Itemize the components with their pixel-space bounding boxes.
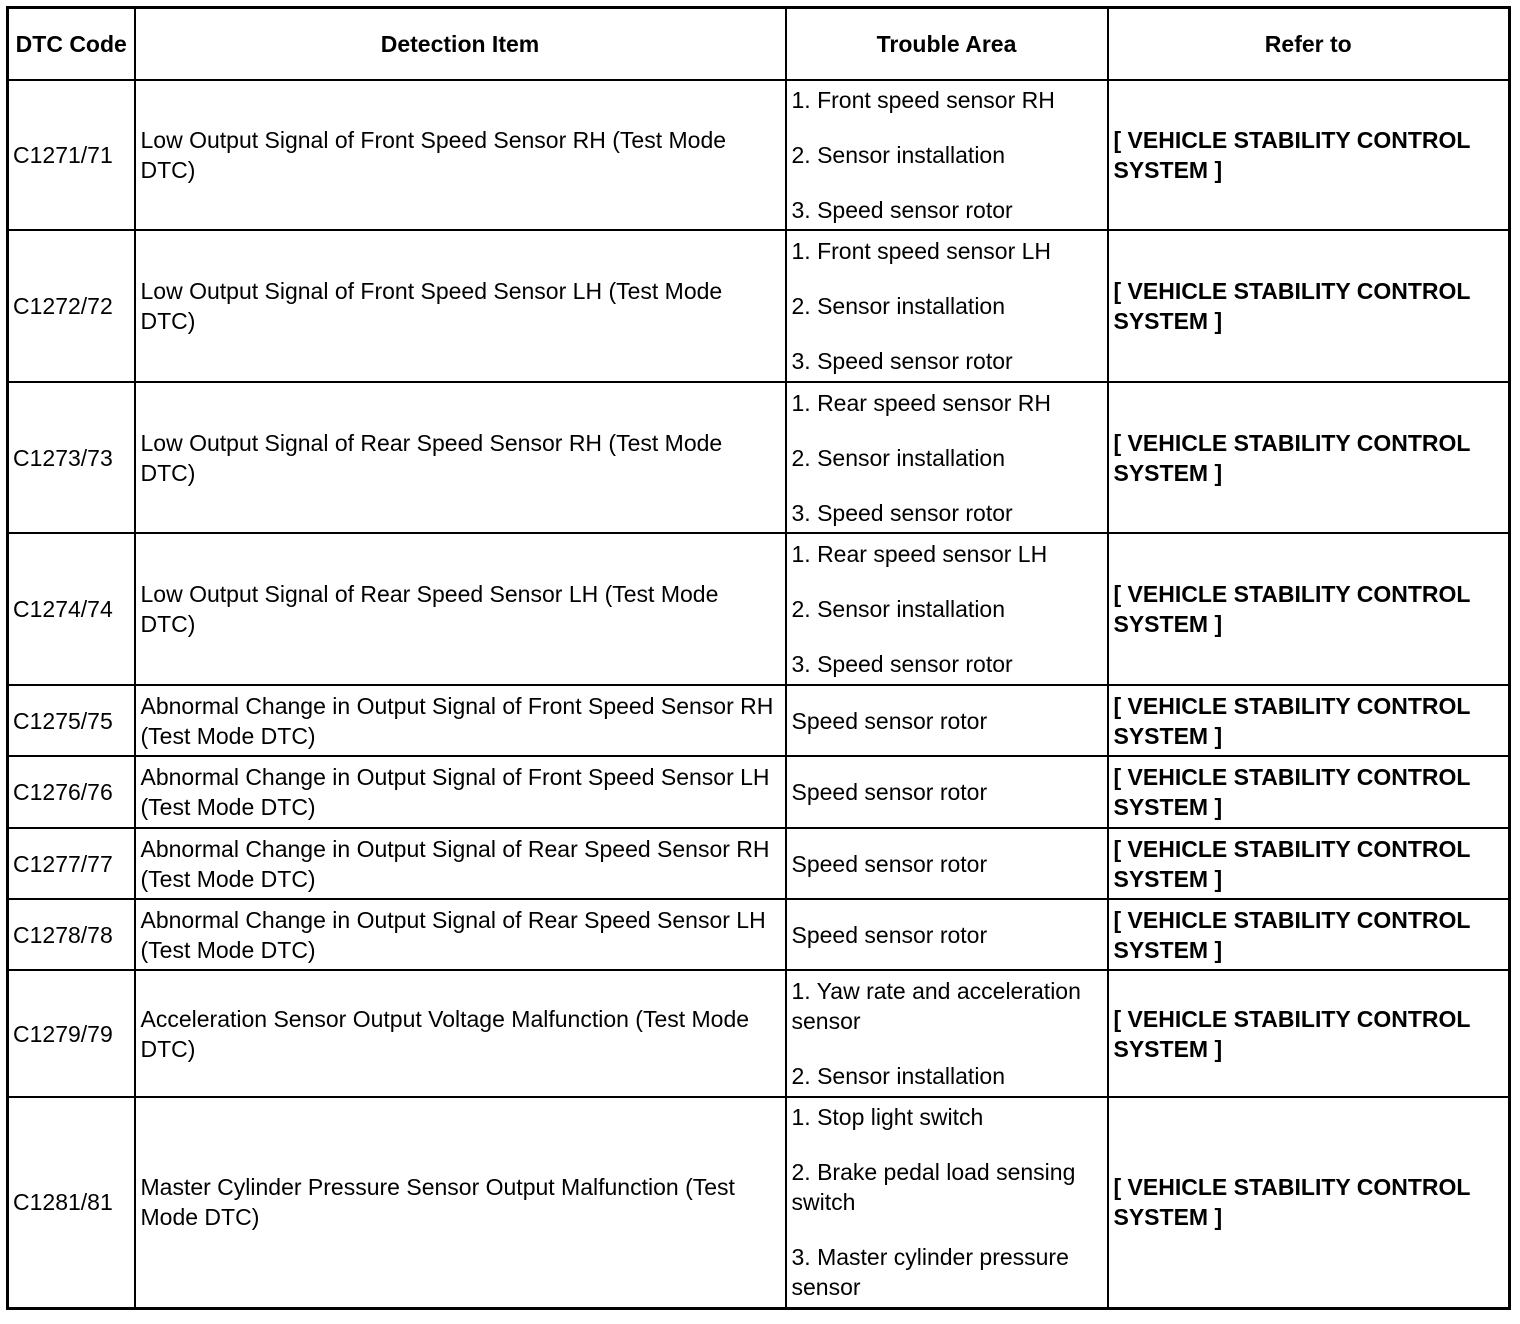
trouble-area-item: 3. Speed sensor rotor (791, 197, 1013, 223)
trouble-area-item: Speed sensor rotor (791, 779, 988, 805)
dtc-code-cell: C1278/78 (8, 899, 135, 970)
refer-to-cell: [ VEHICLE STABILITY CONTROL SYSTEM ] (1108, 1097, 1510, 1308)
refer-to-cell: [ VEHICLE STABILITY CONTROL SYSTEM ] (1108, 80, 1510, 230)
dtc-code-cell: C1281/81 (8, 1097, 135, 1308)
trouble-area-item: 2. Brake pedal load sensing switch (791, 1159, 1076, 1216)
trouble-area-cell (786, 533, 1108, 685)
header-dtc-code: DTC Code (8, 8, 135, 81)
header-row (8, 8, 1510, 81)
trouble-area-item: 3. Speed sensor rotor (791, 651, 1013, 677)
dtc-table-body (8, 80, 1510, 1308)
dtc-code-cell: C1271/71 (8, 80, 135, 230)
dtc-code-cell: C1279/79 (8, 970, 135, 1097)
table-row (8, 533, 1510, 685)
dtc-code-cell: C1276/76 (8, 756, 135, 828)
trouble-area-cell (786, 230, 1108, 382)
table-row (8, 685, 1510, 756)
refer-to-cell: [ VEHICLE STABILITY CONTROL SYSTEM ] (1108, 899, 1510, 970)
detection-item-cell: Low Output Signal of Rear Speed Sensor LH (Test Mode DTC) (135, 533, 786, 685)
trouble-area-cell (786, 828, 1108, 899)
table-row (8, 970, 1510, 1097)
dtc-code-cell: C1277/77 (8, 828, 135, 899)
trouble-area-item: 2. Sensor installation (791, 444, 1006, 471)
trouble-area-cell (786, 899, 1108, 970)
dtc-code-cell: C1273/73 (8, 382, 135, 533)
trouble-area-item: Speed sensor rotor (791, 707, 988, 734)
trouble-area-item: 3. Speed sensor rotor (791, 348, 1013, 374)
trouble-area-cell (786, 970, 1108, 1097)
dtc-code-cell: C1272/72 (8, 230, 135, 382)
refer-to-cell: [ VEHICLE STABILITY CONTROL SYSTEM ] (1108, 756, 1510, 828)
trouble-area-item: 2. Sensor installation (791, 142, 1006, 168)
detection-item-cell: Low Output Signal of Front Speed Sensor RH (Test Mode DTC) (135, 80, 786, 230)
detection-item-cell: Low Output Signal of Rear Speed Sensor RH (Test Mode DTC) (135, 382, 786, 533)
detection-item-cell: Abnormal Change in Output Signal of Front Speed Sensor LH (Test Mode DTC) (135, 756, 786, 828)
trouble-area-item: 3. Master cylinder pressure sensor (791, 1244, 1069, 1301)
dtc-code-cell: C1274/74 (8, 533, 135, 685)
header-refer-to: Refer to (1108, 8, 1510, 81)
refer-to-cell: [ VEHICLE STABILITY CONTROL SYSTEM ] (1108, 828, 1510, 899)
detection-item-cell: Low Output Signal of Front Speed Sensor LH (Test Mode DTC) (135, 230, 786, 382)
refer-to-cell: [ VEHICLE STABILITY CONTROL SYSTEM ] (1108, 230, 1510, 382)
trouble-area-item: Speed sensor rotor (791, 921, 988, 948)
trouble-area-cell (786, 756, 1108, 828)
refer-to-cell: [ VEHICLE STABILITY CONTROL SYSTEM ] (1108, 533, 1510, 685)
trouble-area-item: 1. Yaw rate and acceleration sensor (791, 978, 1081, 1034)
trouble-area-item: Speed sensor rotor (791, 850, 988, 877)
dtc-table (6, 6, 1511, 1310)
dtc-code-cell: C1275/75 (8, 685, 135, 756)
detection-item-cell: Abnormal Change in Output Signal of Rear Speed Sensor RH (Test Mode DTC) (135, 828, 786, 899)
trouble-area-item: 3. Speed sensor rotor (791, 499, 1013, 526)
table-row (8, 80, 1510, 230)
trouble-area-item: 1. Stop light switch (791, 1104, 984, 1131)
header-detection-item: Detection Item (135, 8, 786, 81)
trouble-area-cell (786, 1097, 1108, 1308)
trouble-area-item: 2. Sensor installation (791, 596, 1006, 622)
trouble-area-cell (786, 685, 1108, 756)
table-row (8, 899, 1510, 970)
detection-item-cell: Master Cylinder Pressure Sensor Output Malfunction (Test Mode DTC) (135, 1097, 786, 1308)
trouble-area-item: 1. Front speed sensor LH (791, 238, 1052, 264)
refer-to-cell: [ VEHICLE STABILITY CONTROL SYSTEM ] (1108, 382, 1510, 533)
trouble-area-item: 2. Sensor installation (791, 1063, 1006, 1089)
trouble-area-item: 2. Sensor installation (791, 293, 1006, 319)
table-row (8, 828, 1510, 899)
detection-item-cell: Acceleration Sensor Output Voltage Malfunction (Test Mode DTC) (135, 970, 786, 1097)
trouble-area-item: 1. Rear speed sensor LH (791, 541, 1048, 567)
refer-to-cell: [ VEHICLE STABILITY CONTROL SYSTEM ] (1108, 970, 1510, 1097)
trouble-area-item: 1. Front speed sensor RH (791, 87, 1055, 113)
table-row (8, 382, 1510, 533)
table-row (8, 756, 1510, 828)
trouble-area-cell (786, 382, 1108, 533)
detection-item-cell: Abnormal Change in Output Signal of Rear Speed Sensor LH (Test Mode DTC) (135, 899, 786, 970)
detection-item-cell: Abnormal Change in Output Signal of Front Speed Sensor RH (Test Mode DTC) (135, 685, 786, 756)
table-row (8, 1097, 1510, 1308)
table-row (8, 230, 1510, 382)
header-trouble-area: Trouble Area (786, 8, 1108, 81)
trouble-area-cell (786, 80, 1108, 230)
trouble-area-item: 1. Rear speed sensor RH (791, 389, 1052, 416)
refer-to-cell: [ VEHICLE STABILITY CONTROL SYSTEM ] (1108, 685, 1510, 756)
